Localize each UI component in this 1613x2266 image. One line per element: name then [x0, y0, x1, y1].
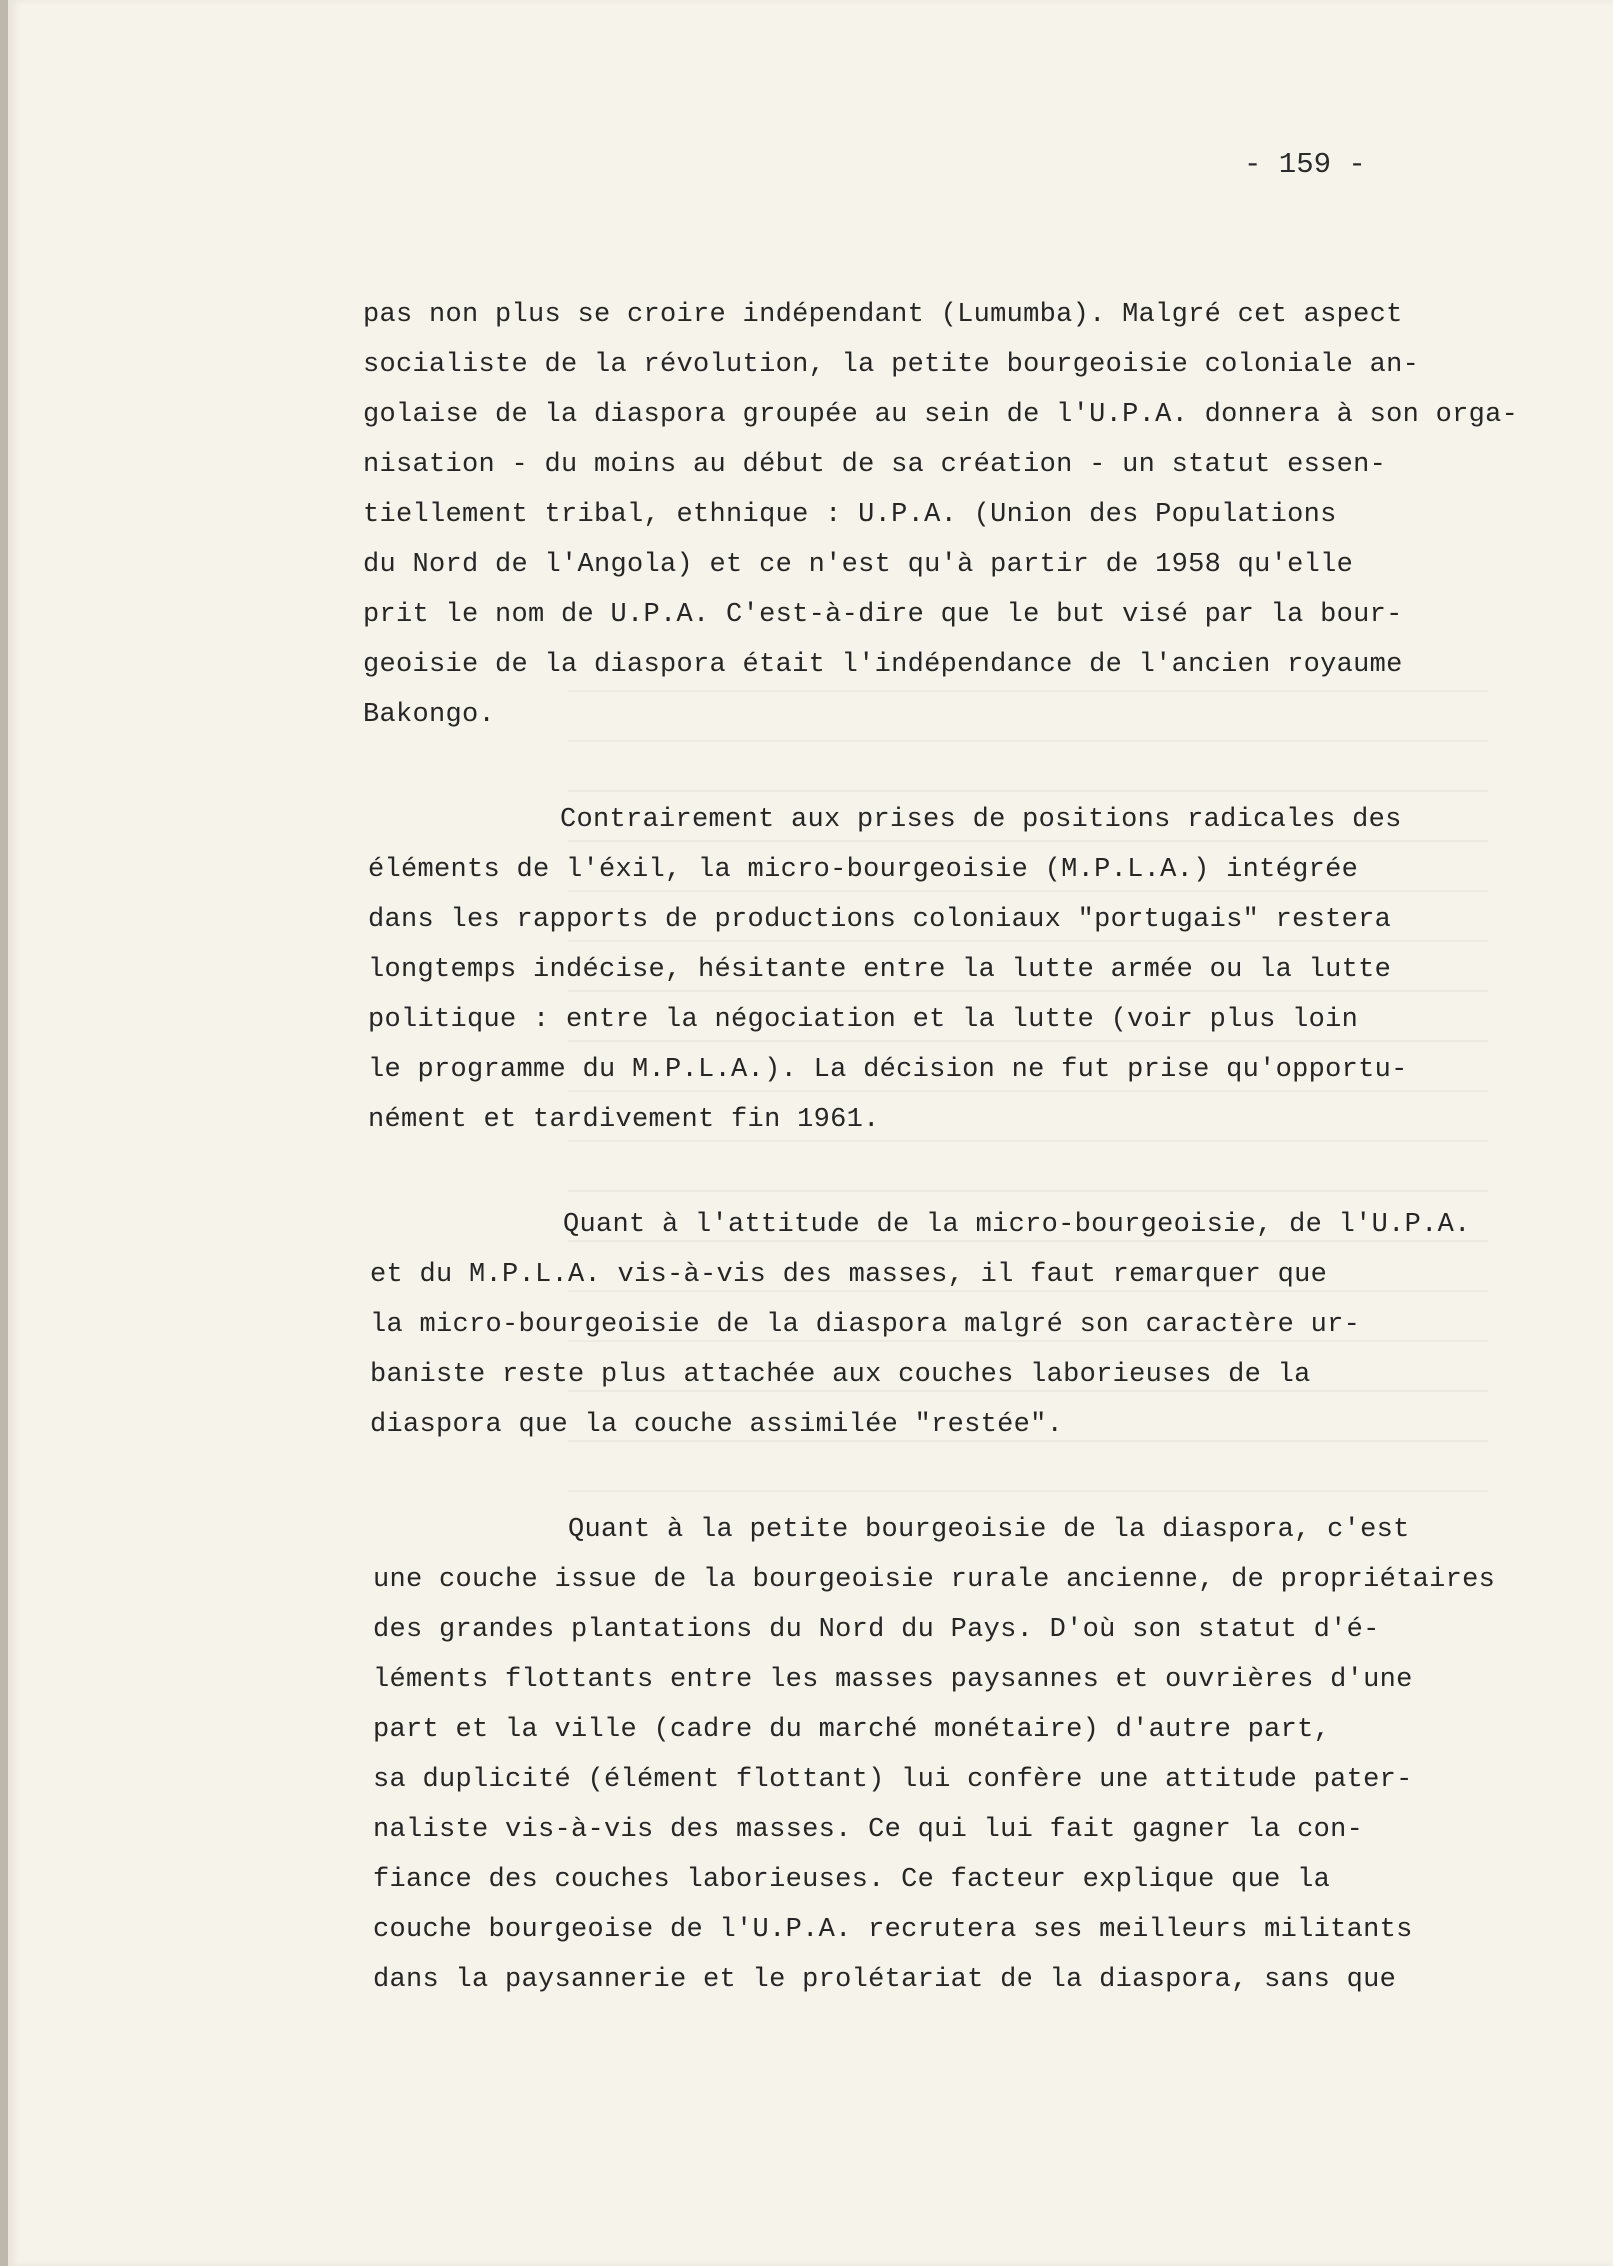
text-line: baniste reste plus attachée aux couches laborieuses de la — [370, 1360, 1311, 1390]
text-line: la micro-bourgeoisie de la diaspora malgré son caractère ur- — [370, 1310, 1361, 1340]
text-line: geoisie de la diaspora était l'indépendance de l'ancien royaume — [363, 650, 1403, 680]
text-line: nément et tardivement fin 1961. — [368, 1105, 880, 1135]
text-line: Bakongo. — [363, 700, 496, 730]
text-line: fiance des couches laborieuses. Ce facteur explique que la — [373, 1865, 1331, 1895]
text-line: couche bourgeoise de l'U.P.A. recrutera ses meilleurs militants — [373, 1915, 1413, 1945]
text-line: du Nord de l'Angola) et ce n'est qu'à partir de 1958 qu'elle — [363, 550, 1354, 580]
text-line: golaise de la diaspora groupée au sein de l'U.P.A. donnera à son orga- — [363, 400, 1519, 430]
text-line: Contrairement aux prises de positions radicales des — [560, 805, 1402, 835]
text-line: part et la ville (cadre du marché monétaire) d'autre part, — [373, 1715, 1331, 1745]
text-line: politique : entre la négociation et la lutte (voir plus loin — [368, 1005, 1359, 1035]
text-line: léments flottants entre les masses paysannes et ouvrières d'une — [373, 1665, 1413, 1695]
typewritten-page — [8, 0, 1613, 2266]
text-line: socialiste de la révolution, la petite bourgeoisie coloniale an- — [363, 350, 1420, 380]
text-line: tiellement tribal, ethnique : U.P.A. (Union des Populations — [363, 500, 1337, 530]
text-line: sa duplicité (élément flottant) lui confère une attitude pater- — [373, 1765, 1413, 1795]
text-line: longtemps indécise, hésitante entre la lutte armée ou la lutte — [368, 955, 1392, 985]
text-line: naliste vis-à-vis des masses. Ce qui lui fait gagner la con- — [373, 1815, 1364, 1845]
text-line: éléments de l'éxil, la micro-bourgeoisie (M.P.L.A.) intégrée — [368, 855, 1359, 885]
text-line: des grandes plantations du Nord du Pays. D'où son statut d'é- — [373, 1615, 1380, 1645]
page-left-edge — [0, 0, 8, 2266]
text-line: et du M.P.L.A. vis-à-vis des masses, il faut remarquer que — [370, 1260, 1328, 1290]
text-line: nisation - du moins au début de sa création - un statut essen- — [363, 450, 1387, 480]
text-line: Quant à l'attitude de la micro-bourgeoisie, de l'U.P.A. — [563, 1210, 1471, 1240]
text-line: Quant à la petite bourgeoisie de la diaspora, c'est — [568, 1515, 1410, 1545]
text-line: le programme du M.P.L.A.). La décision ne fut prise qu'opportu- — [368, 1055, 1408, 1085]
text-line: prit le nom de U.P.A. C'est-à-dire que le but visé par la bour- — [363, 600, 1403, 630]
page-number: - 159 - — [1244, 148, 1366, 181]
text-line: diaspora que la couche assimilée "restée". — [370, 1410, 1064, 1440]
text-line: pas non plus se croire indépendant (Lumumba). Malgré cet aspect — [363, 300, 1403, 330]
text-line: dans les rapports de productions coloniaux "portugais" restera — [368, 905, 1392, 935]
text-line: une couche issue de la bourgeoisie rurale ancienne, de propriétaires — [373, 1565, 1496, 1595]
text-line: dans la paysannerie et le prolétariat de la diaspora, sans que — [373, 1965, 1397, 1995]
